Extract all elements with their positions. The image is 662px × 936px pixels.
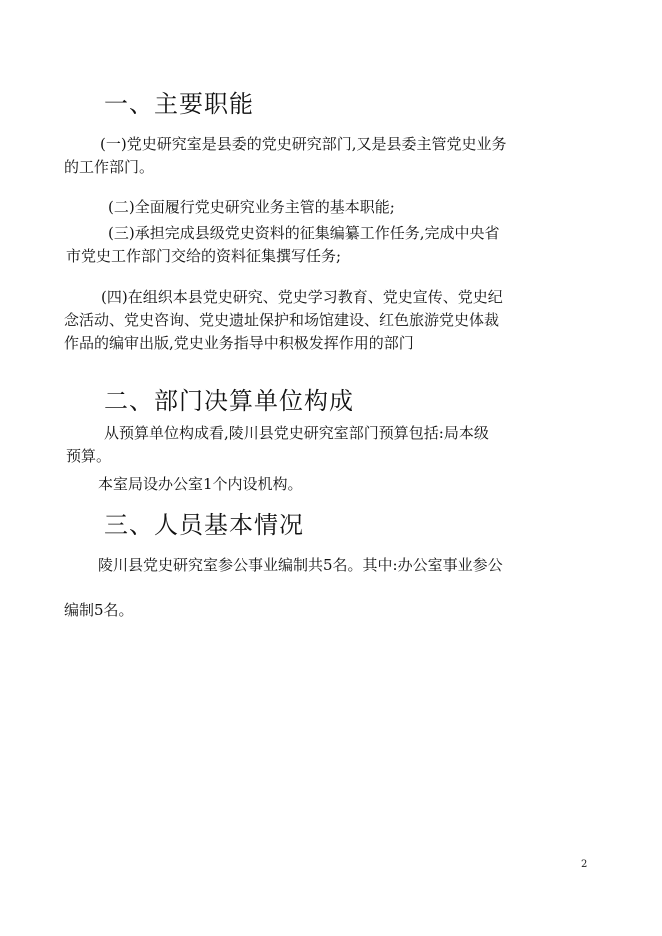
section-heading-staff-info: 三、人员基本情况 <box>104 511 304 539</box>
paragraph-line: (三)承担完成县级党史资料的征集编纂工作任务,完成中央省 <box>108 224 500 242</box>
paragraph-line: (一)党史研究室是县委的党史研究部门,又是县委主管党史业务 <box>100 135 507 153</box>
paragraph-line: 市党史工作部门交给的资料征集撰写任务; <box>66 247 342 265</box>
page-number: 2 <box>581 859 588 870</box>
paragraph-line: 预算。 <box>66 447 112 465</box>
paragraph-line: (四)在组织本县党史研究、党史学习教育、党史宣传、党史纪 <box>101 288 503 306</box>
paragraph-line: 念活动、党史咨询、党史遗址保护和场馆建设、红色旅游党史体裁 <box>64 311 500 329</box>
paragraph-line: 从预算单位构成看,陵川县党史研究室部门预算包括:局本级 <box>104 424 489 442</box>
paragraph-line: 陵川县党史研究室参公事业编制共5名。其中:办公室事业参公 <box>98 556 503 574</box>
section-heading-unit-composition: 二、部门决算单位构成 <box>104 387 354 415</box>
paragraph-line: (二)全面履行党史研究业务主管的基本职能; <box>108 198 395 216</box>
paragraph-line: 的工作部门。 <box>64 158 155 176</box>
paragraph-line: 本室局设办公室1个内设机构。 <box>98 475 303 493</box>
paragraph-line: 编制5名。 <box>64 601 134 619</box>
paragraph-line: 作品的编审出版,党史业务指导中积极发挥作用的部门 <box>64 334 414 352</box>
section-heading-main-functions: 一、主要职能 <box>104 90 254 118</box>
